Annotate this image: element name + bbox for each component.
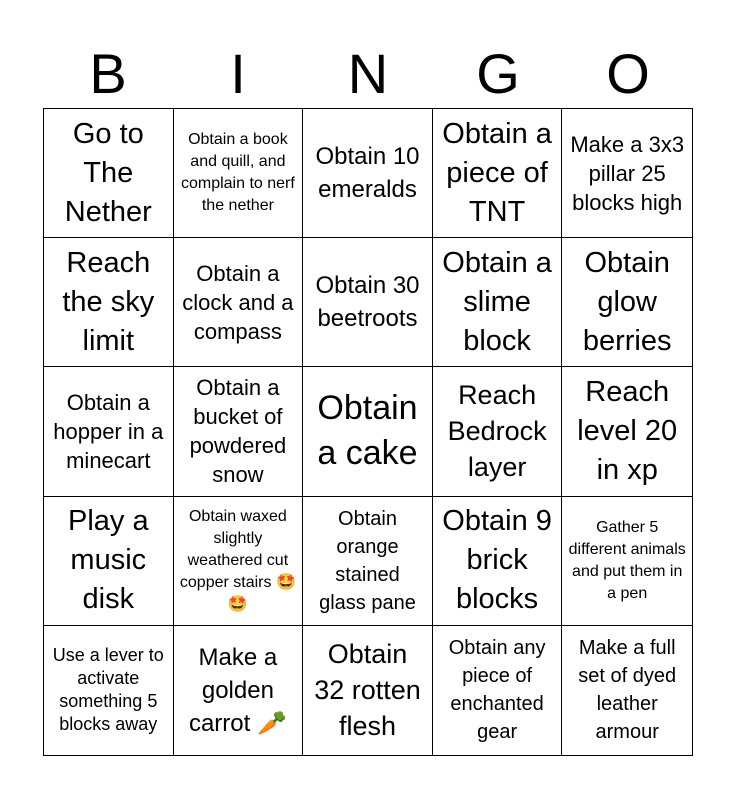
header-letter-i: I <box>230 42 246 105</box>
bingo-cell[interactable]: Obtain 32 rotten flesh <box>303 626 433 755</box>
header-letter-n: N <box>347 42 389 105</box>
bingo-cell[interactable]: Obtain any piece of enchanted gear <box>433 626 563 755</box>
bingo-cell[interactable]: Obtain a slime block <box>433 238 563 367</box>
bingo-cell[interactable]: Obtain 9 brick blocks <box>433 497 563 626</box>
bingo-board <box>43 108 693 756</box>
bingo-cell[interactable]: Obtain a clock and a compass <box>174 238 304 367</box>
header-letter-o: O <box>606 42 650 105</box>
bingo-cell[interactable]: Obtain 10 emeralds <box>303 109 433 238</box>
bingo-cell[interactable]: Gather 5 different animals and put them in a pen <box>562 497 692 626</box>
bingo-cell[interactable]: Make a full set of dyed leather armour <box>578 637 677 744</box>
bingo-cell[interactable]: Obtain waxed slightly weathered cut copper stairs 🤩🤩 <box>174 497 304 626</box>
bingo-cell[interactable]: Make a 3x3 pillar 25 blocks high <box>562 109 692 238</box>
bingo-header <box>43 40 693 108</box>
header-letter-g: G <box>476 42 520 105</box>
bingo-cell[interactable]: Obtain a bucket of powdered snow <box>174 367 304 496</box>
bingo-cell[interactable]: Obtain orange stained glass pane <box>303 497 433 626</box>
bingo-cell[interactable]: Reach Bedrock layer <box>433 367 563 496</box>
bingo-cell[interactable]: Obtain a book and quill, and complain to nerf the nether <box>174 109 304 238</box>
header-letter-b: B <box>89 42 127 105</box>
bingo-cell[interactable]: Make a golden carrot 🥕 <box>174 626 304 755</box>
bingo-cell[interactable]: Use a lever to activate something 5 blocks away <box>44 626 174 755</box>
bingo-cell[interactable]: Reach the sky limit <box>44 238 174 367</box>
bingo-cell[interactable]: Obtain a piece of TNT <box>433 109 563 238</box>
bingo-cell[interactable]: Reach level 20 in xp <box>562 367 692 496</box>
bingo-cell[interactable]: Obtain a cake <box>303 367 433 496</box>
bingo-cell[interactable]: Play a music disk <box>44 497 174 626</box>
bingo-cell[interactable]: Obtain 30 beetroots <box>303 238 433 367</box>
bingo-cell[interactable]: Go to The Nether <box>44 109 174 238</box>
bingo-cell[interactable]: Obtain a hopper in a minecart <box>44 367 174 496</box>
bingo-cell[interactable]: Obtain glow berries <box>562 238 692 367</box>
